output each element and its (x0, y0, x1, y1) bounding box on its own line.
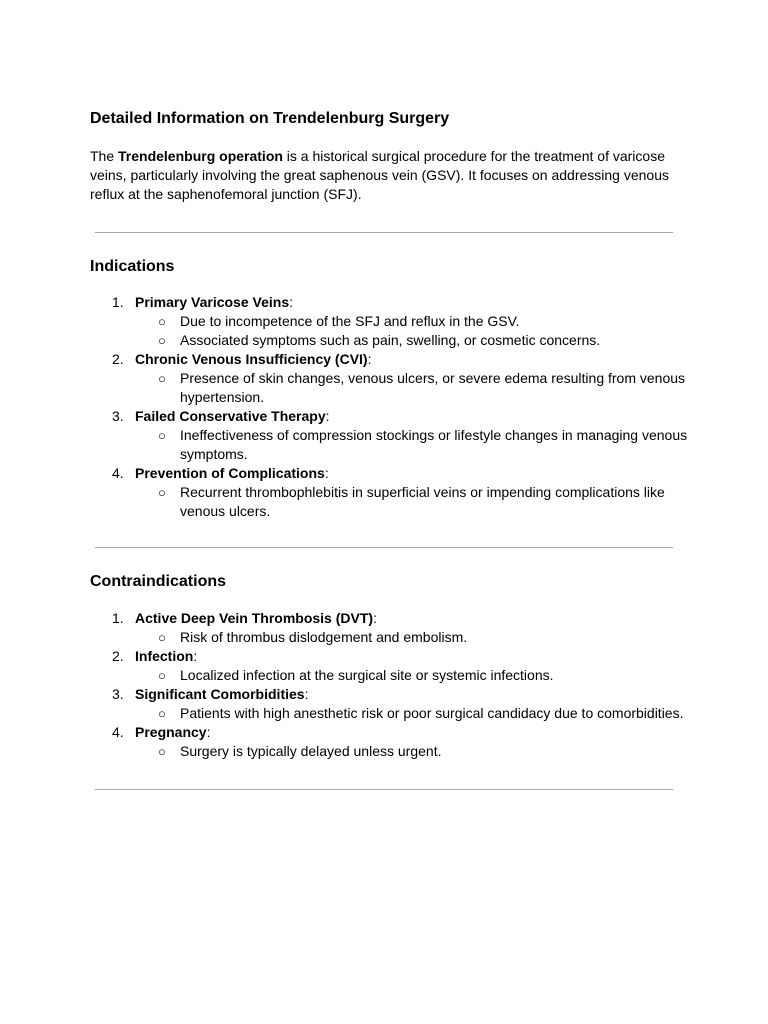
section-divider (95, 547, 673, 548)
sub-list (135, 704, 690, 723)
list-item (90, 609, 690, 647)
sub-list (135, 426, 690, 464)
list-item-colon: : (373, 610, 377, 626)
list-item-number: 4. (112, 465, 124, 481)
list-item-label: Chronic Venous Insufficiency (CVI) (135, 351, 368, 367)
list-item-number: 2. (112, 648, 124, 664)
intro-paragraph (90, 147, 675, 204)
hollow-circle-bullet-icon: ○ (158, 314, 166, 329)
list-item-colon: : (304, 686, 309, 702)
sub-list-item-text: Due to incompetence of the SFJ and reflux in the GSV. (180, 313, 520, 329)
sub-list-item (135, 426, 690, 464)
sub-list-item (135, 483, 690, 521)
list-item-label: Failed Conservative Therapy (135, 408, 326, 424)
list-item-number: 2. (112, 351, 124, 367)
section-divider (95, 232, 673, 233)
list-item-label: Significant Comorbidities (135, 686, 305, 702)
list-item-number: 1. (112, 610, 124, 626)
sub-list-item (135, 369, 690, 407)
list-item-label: Primary Varicose Veins (135, 294, 290, 310)
intro-bold-term: Trendelenburg operation (118, 148, 283, 164)
sub-list-item (135, 312, 690, 331)
sub-list-item-text: Recurrent thrombophlebitis in superficial veins or impending complications like venous ulcers. (180, 484, 665, 519)
list-item-label: Prevention of Complications (135, 465, 325, 481)
list-item-number: 3. (112, 686, 124, 702)
hollow-circle-bullet-icon: ○ (158, 371, 166, 386)
list-item (90, 647, 690, 685)
indications-heading: Indications (90, 258, 175, 275)
intro-prefix: The (90, 148, 119, 164)
sub-list-item-text: Localized infection at the surgical site or systemic infections. (180, 667, 554, 683)
list-item-label: Infection (135, 648, 194, 664)
list-item-colon: : (289, 294, 293, 310)
sub-list (135, 483, 690, 521)
list-item (90, 350, 690, 407)
sub-list-item-text: Surgery is typically delayed unless urgent. (180, 743, 442, 759)
list-item-colon: : (324, 465, 329, 481)
hollow-circle-bullet-icon: ○ (158, 744, 166, 759)
list-item (90, 723, 690, 761)
section-divider (95, 789, 673, 790)
list-item (90, 685, 690, 723)
list-item (90, 293, 690, 350)
contraindications-list (90, 609, 690, 761)
page-title: Detailed Information on Trendelenburg Surgery (90, 110, 450, 127)
sub-list (135, 666, 690, 685)
indications-list (90, 293, 690, 521)
sub-list (135, 742, 690, 761)
hollow-circle-bullet-icon: ○ (158, 485, 166, 500)
sub-list-item (135, 666, 690, 685)
hollow-circle-bullet-icon: ○ (158, 668, 166, 683)
sub-list-item-text: Associated symptoms such as pain, swelling, or cosmetic concerns. (180, 332, 601, 348)
hollow-circle-bullet-icon: ○ (158, 333, 166, 348)
list-item-label: Pregnancy (135, 724, 207, 740)
list-item-number: 1. (112, 294, 124, 310)
list-item-colon: : (206, 724, 211, 740)
list-item-number: 4. (112, 724, 124, 740)
list-item (90, 407, 690, 464)
hollow-circle-bullet-icon: ○ (158, 428, 166, 443)
intro-text: is a historical surgical procedure for the treatment of varicose veins, particularly involving the great saphenous vein (GSV). It focuses on addressing venous reflux at the saphenofemoral junction (SFJ). (90, 148, 669, 202)
list-item-number: 3. (112, 408, 124, 424)
list-item-colon: : (193, 648, 198, 664)
sub-list-item (135, 331, 690, 350)
list-item (90, 464, 690, 521)
sub-list-item-text: Ineffectiveness of compression stockings or lifestyle changes in managing venous symptoms. (180, 427, 688, 462)
sub-list-item-text: Risk of thrombus dislodgement and embolism. (180, 629, 468, 645)
hollow-circle-bullet-icon: ○ (158, 630, 166, 645)
contraindications-heading: Contraindications (90, 573, 227, 590)
sub-list-item-text: Patients with high anesthetic risk or poor surgical candidacy due to comorbidities. (180, 705, 684, 721)
sub-list-item (135, 742, 690, 761)
sub-list-item (135, 704, 690, 723)
sub-list (135, 628, 690, 647)
list-item-colon: : (325, 408, 330, 424)
sub-list (135, 312, 690, 350)
hollow-circle-bullet-icon: ○ (158, 706, 166, 721)
sub-list-item (135, 628, 690, 647)
list-item-label: Active Deep Vein Thrombosis (DVT) (135, 610, 374, 626)
sub-list (135, 369, 690, 407)
list-item-colon: : (367, 351, 372, 367)
sub-list-item-text: Presence of skin changes, venous ulcers, or severe edema resulting from venous hypertension. (180, 370, 686, 405)
